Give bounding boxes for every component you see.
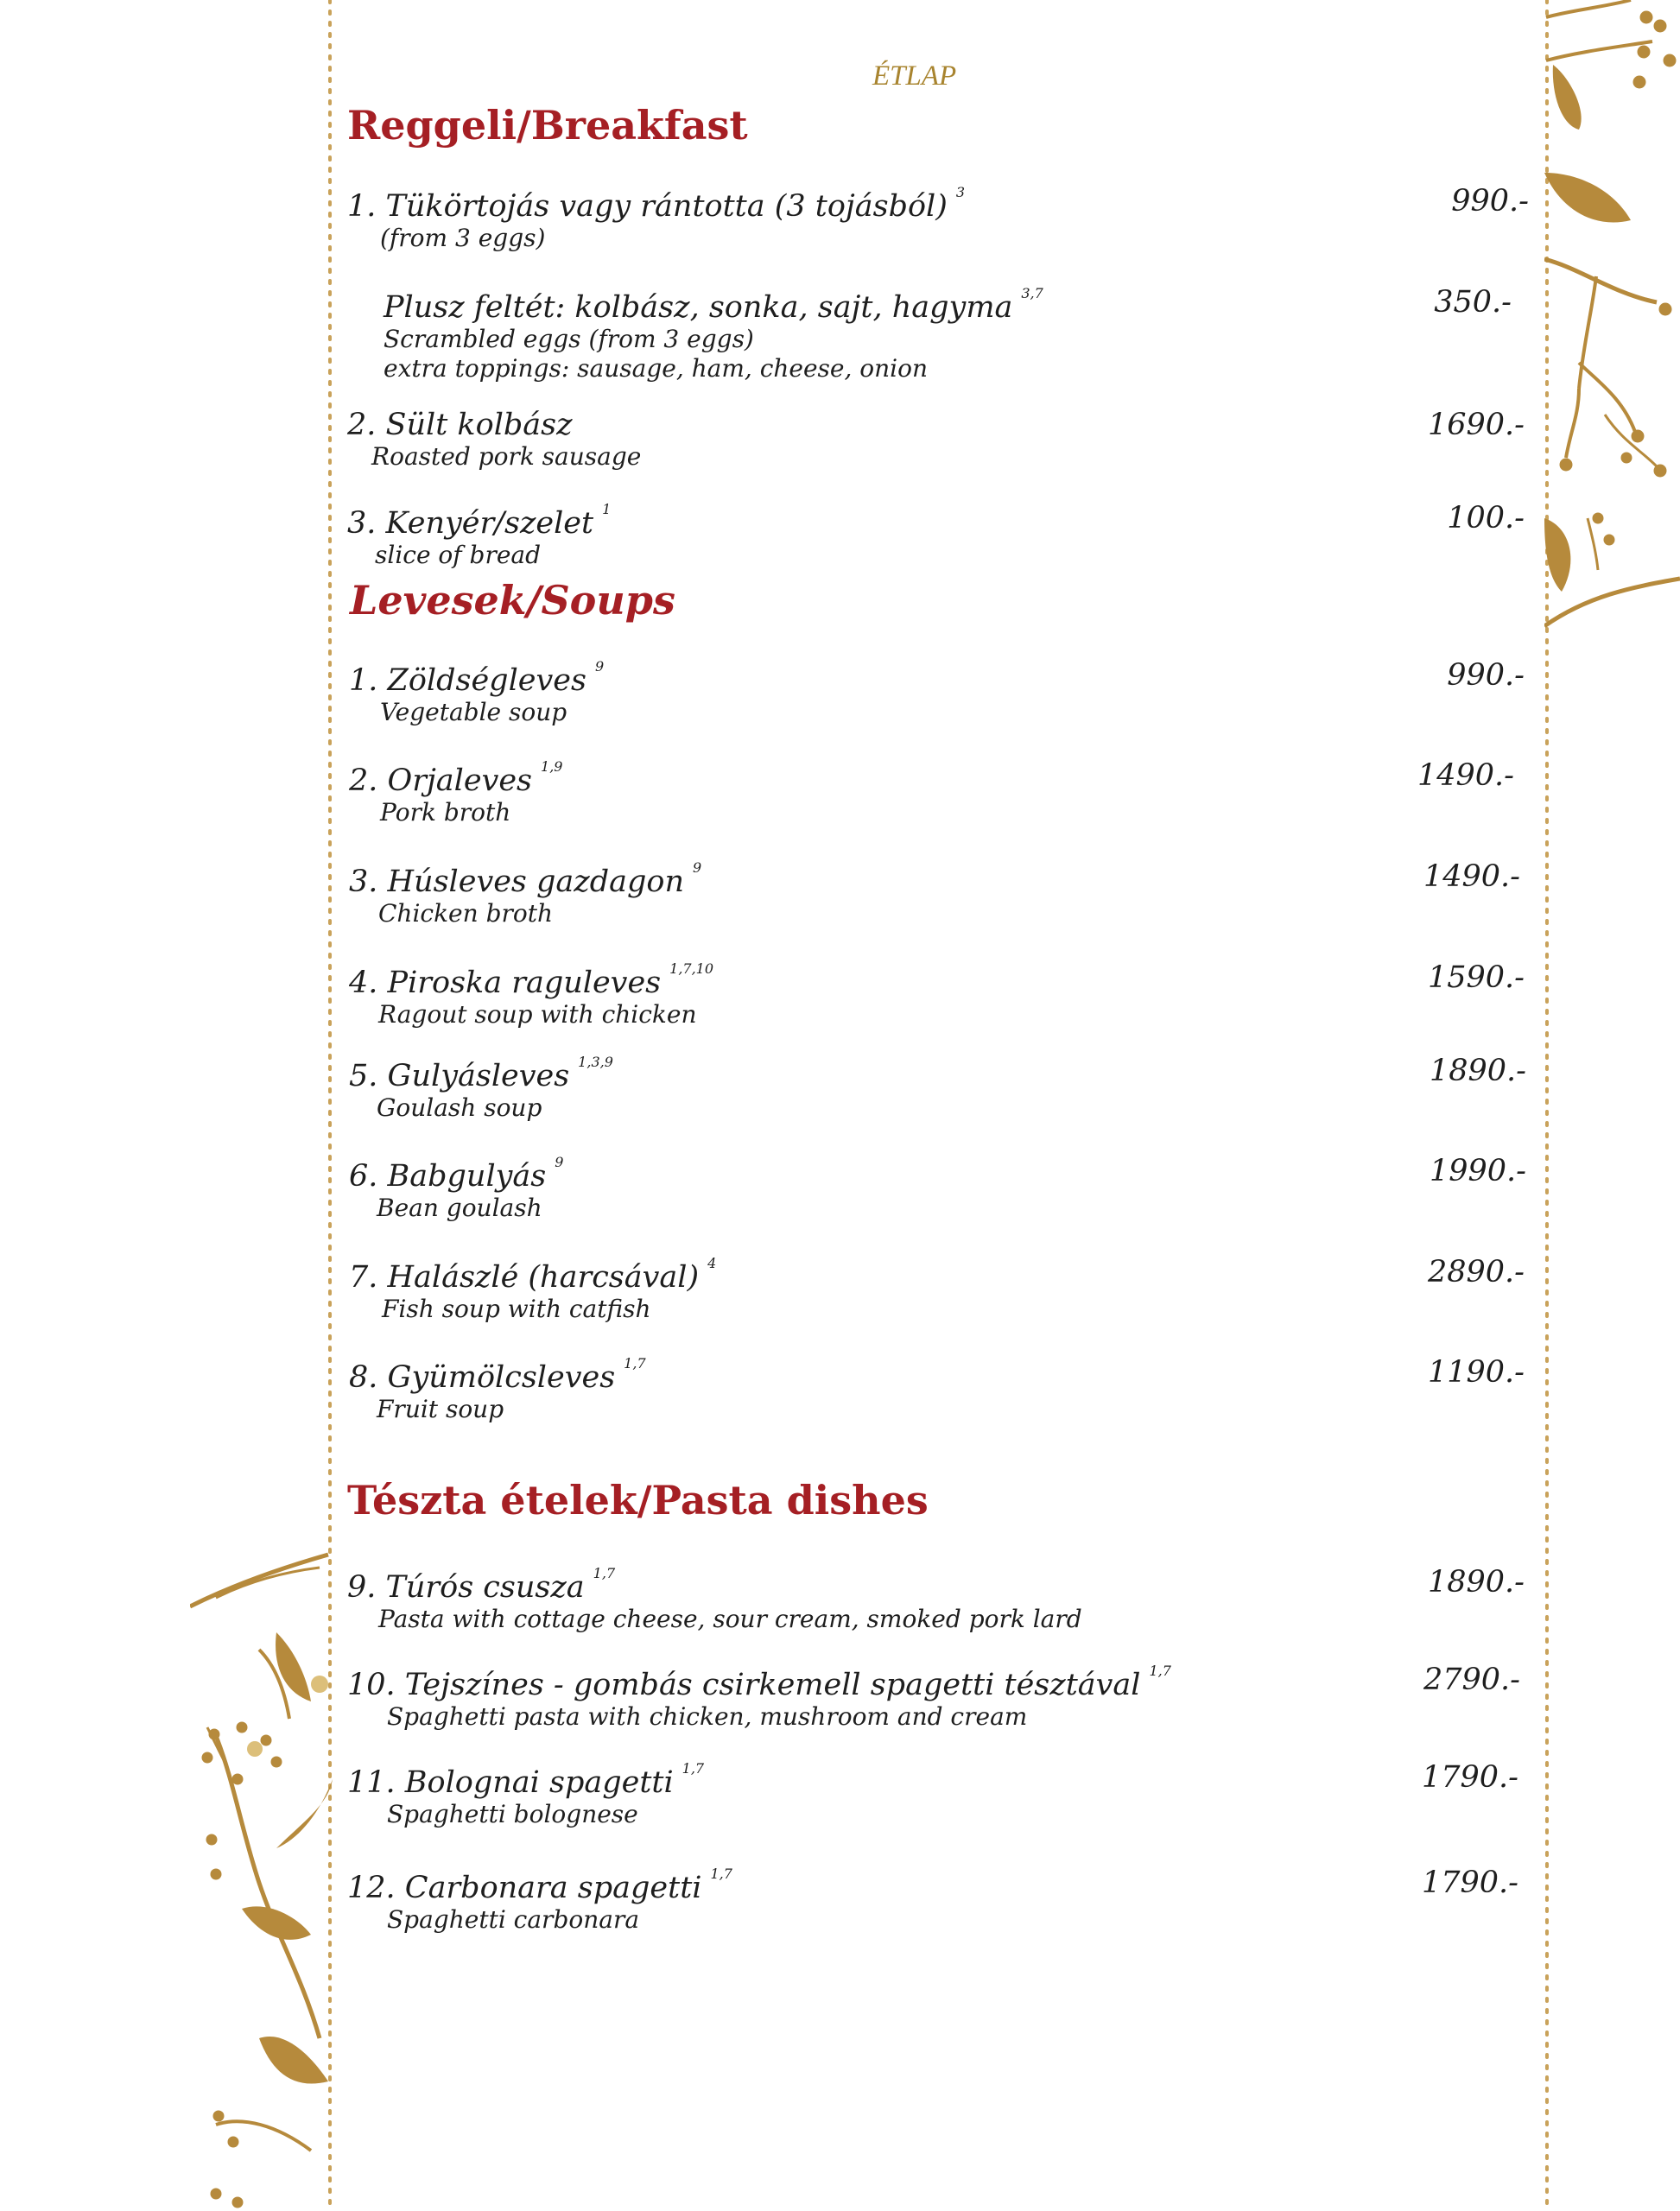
menu-item [349,859,701,928]
allergen-codes: 1,7 [682,1760,705,1777]
allergen-codes: 3 [955,184,966,200]
item-description: Spaghetti carbonara [387,1905,640,1934]
item-price: 990.- [1447,658,1525,693]
allergen-codes: 1,7 [1149,1663,1171,1679]
item-description: Fish soup with catfish [382,1295,651,1323]
item-description: Bean goulash [377,1194,542,1222]
item-price: 990.- [1451,184,1529,219]
item-name: 8. Gyümölcsleves $^{1,7}$ [349,1355,646,1395]
menu-item [347,501,611,570]
item-description: slice of bread [375,541,542,569]
allergen-codes: 1,7 [624,1355,646,1372]
item-name: 1. Zöldségleves $^9$ [349,658,605,698]
item-description: Pork broth [380,798,511,827]
menu-item [349,960,713,1029]
item-description: Chicken broth [378,899,554,928]
allergen-codes: 1,7,10 [669,960,714,977]
item-name: 2. Sült kolbász [347,408,573,442]
menu-item [347,184,965,253]
menu-item [347,1565,1082,1634]
item-price: 1890.- [1427,1565,1525,1600]
menu-item [349,1154,563,1223]
leaf-branch-decoration-top-right [1544,0,1680,639]
item-description: Roasted pork sausage [371,442,642,471]
menu-item [347,1866,732,1935]
item-name: 9. Túrós csusza $^{1,7}$ [347,1565,616,1605]
menu-item [349,1355,646,1424]
allergen-codes: 1,3,9 [578,1054,613,1070]
menu-item [349,1255,716,1324]
item-name: 3. Húsleves gazdagon $^9$ [349,859,702,899]
allergen-codes: 1,7 [710,1866,732,1882]
allergen-codes: 9 [594,658,605,675]
item-name: 12. Carbonara spagetti $^{1,7}$ [347,1866,732,1905]
item-name: 1. Tükörtojás vagy rántotta (3 tojásból) $^3$ [347,184,966,224]
section-title-breakfast: Reggeli/Breakfast [347,102,748,149]
item-name: 7. Halászlé (harcsával) $^4$ [349,1255,717,1295]
menu-item [384,285,1043,383]
allergen-codes: 1,9 [541,758,563,775]
item-name: 4. Piroska raguleves $^{1,7,10}$ [349,960,714,1000]
item-name: Plusz feltét: kolbász, sonka, sajt, hagyma $^{3,7}$ [384,285,1043,325]
menu-item [347,1663,1171,1732]
menu-item [349,658,604,727]
item-description: Vegetable soup [380,698,567,726]
item-price: 100.- [1447,501,1525,535]
item-description: Spaghetti pasta with chicken, mushroom and cream [387,1702,1028,1731]
section-title-soups: Levesek/Soups [350,577,675,624]
item-description: (from 3 eggs) [380,224,546,252]
menu-item [349,758,562,827]
item-price: 1490.- [1423,859,1520,894]
allergen-codes: 3,7 [1021,285,1043,301]
allergen-codes: 9 [555,1154,564,1170]
section-title-pasta: Tészta ételek/Pasta dishes [347,1477,929,1524]
allergen-codes: 9 [693,859,702,876]
item-price: 1790.- [1421,1760,1518,1795]
item-name: 2. Orjaleves $^{1,9}$ [349,758,563,798]
menu-item [347,1760,704,1829]
item-name: 3. Kenyér/szelet $^1$ [347,501,612,541]
menu-item [349,1054,613,1123]
item-description: Fruit soup [377,1395,504,1423]
item-description: Spaghetti bolognese [387,1800,638,1828]
item-name: 5. Gulyásleves $^{1,3,9}$ [349,1054,613,1093]
item-price: 350.- [1434,285,1512,320]
item-price: 2890.- [1427,1255,1525,1289]
item-description-extra: extra toppings: sausage, ham, cheese, onion [384,354,929,383]
menu-item [347,408,641,472]
item-price: 1190.- [1427,1355,1525,1390]
item-price: 1690.- [1427,408,1525,442]
item-name: 10. Tejszínes - gombás csirkemell spagetti tésztával $^{1,7}$ [347,1663,1171,1702]
item-price: 1490.- [1417,758,1514,793]
leaf-branch-decoration-bottom-left [190,1520,333,2211]
item-description: Ragout soup with chicken [378,1000,697,1029]
item-price: 2790.- [1423,1663,1520,1697]
allergen-codes: 1 [602,501,612,517]
item-price: 1790.- [1421,1866,1518,1900]
allergen-codes: 1,7 [593,1565,616,1581]
item-description: Pasta with cottage cheese, sour cream, smoked pork lard [378,1605,1082,1633]
item-price: 1990.- [1429,1154,1526,1188]
item-name: 6. Babgulyás $^9$ [349,1154,564,1194]
item-name: 11. Bolognai spagetti $^{1,7}$ [347,1760,705,1800]
item-description: Goulash soup [377,1093,542,1122]
item-price: 1590.- [1427,960,1525,995]
item-description: Scrambled eggs (from 3 eggs) [384,325,754,353]
allergen-codes: 4 [707,1255,717,1271]
page-label: ÉTLAP [872,60,957,92]
item-price: 1890.- [1429,1054,1526,1088]
